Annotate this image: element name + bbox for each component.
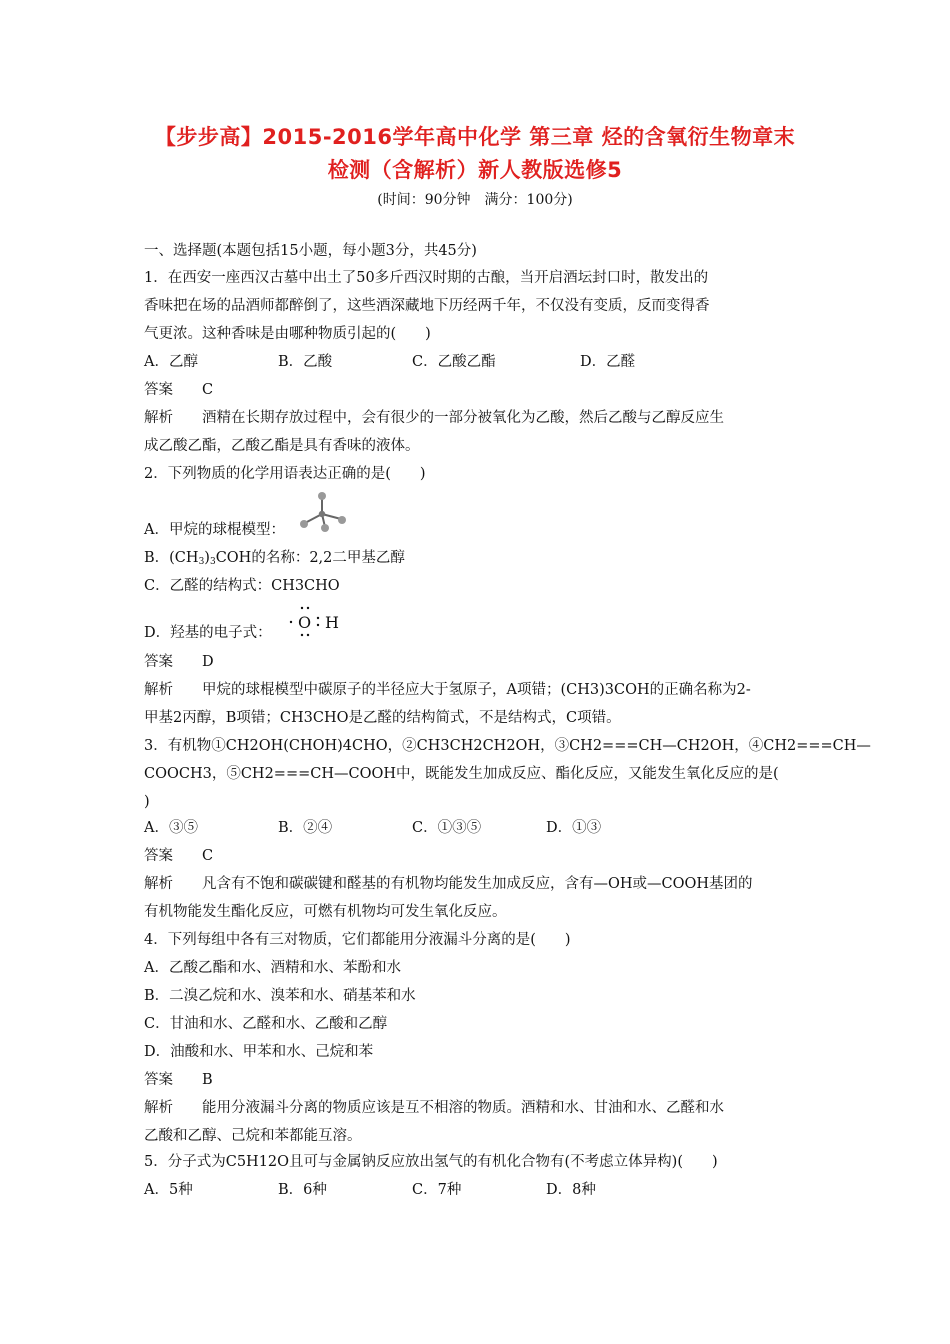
q1-option-b: B．乙酸 [278, 354, 333, 370]
q4-option-c: C．甘油和水、乙醛和水、乙酸和乙醇 [144, 1016, 388, 1032]
q5-option-a: A．5种 [144, 1182, 193, 1198]
q3-answer: 答案 C [144, 848, 214, 864]
q3-analysis-line1: 解析 凡含有不饱和碳碳键和醛基的有机物均能发生加成反应，含有—OH或—COOH基团的 [144, 876, 753, 892]
q4-option-d: D．油酸和水、甲苯和水、己烷和苯 [144, 1044, 374, 1060]
q1-stem-line2: 香味把在场的品酒师都醉倒了，这些酒深藏地下历经两千年，不仅没有变质，反而变得香 [144, 298, 710, 314]
q3-stem-line1: 3．有机物①CH2OH(CHOH)4CHO，②CH3CH2CH2OH，③CH2===CH—CH2OH，④CH2===CH— [144, 738, 871, 754]
q4-option-b: B．二溴乙烷和水、溴苯和水、硝基苯和水 [144, 988, 416, 1004]
q2-stem: 2．下列物质的化学用语表达正确的是( ) [144, 466, 426, 482]
q2-option-b: B．$(CH_3)_3COH$的名称：2,2二甲基乙醇 [144, 550, 405, 567]
q3-stem-line3: ) [144, 794, 150, 810]
q3-stem-line2: COOCH3，⑤CH2===CH—COOH中，既能发生加成反应、酯化反应，又能发生氧化反应的是( [144, 766, 779, 782]
q4-answer: 答案 B [144, 1072, 213, 1088]
q4-analysis-line2: 乙酸和乙醇、己烷和苯都能互溶。 [144, 1128, 362, 1144]
q4-analysis-line1: 解析 能用分液漏斗分离的物质应该是互不相溶的物质。酒精和水、甘油和水、乙醛和水 [144, 1100, 724, 1116]
section-heading: 一、选择题(本题包括15小题，每小题3分，共45分) [144, 243, 477, 259]
q3-option-a: A．③⑤ [144, 820, 198, 836]
q5-option-b: B．6种 [278, 1182, 327, 1198]
document-title-line1: 【步步高】2015-2016学年高中化学 第三章 烃的含氧衍生物章末 [154, 125, 796, 149]
q4-option-a: A．乙酸乙酯和水、酒精和水、苯酚和水 [144, 960, 401, 976]
q3-option-c: C．①③⑤ [412, 820, 482, 836]
q2-analysis-line2: 甲基2丙醇，B项错；CH3CHO是乙醛的结构简式，不是结构式，C项错。 [144, 710, 621, 726]
q1-analysis-line2: 成乙酸乙酯，乙酸乙酯是具有香味的液体。 [144, 438, 420, 454]
q1-answer: 答案 C [144, 382, 214, 398]
q2-answer: 答案 D [144, 654, 214, 670]
q2-analysis-line1: 解析 甲烷的球棍模型中碳原子的半径应大于氢原子，A项错；(CH3)3COH的正确名称为2- [144, 682, 751, 698]
document-title-line2: 检测（含解析）新人教版选修5 [327, 158, 623, 182]
q5-option-d: D．8种 [546, 1182, 596, 1198]
hydrogen-symbol: H [325, 613, 339, 632]
q3-option-b: B．②④ [278, 820, 333, 836]
q1-stem-line1: 1．在西安一座西汉古墓中出土了50多斤西汉时期的古酿，当开启酒坛封口时，散发出的 [144, 270, 709, 286]
exam-info: (时间：90分钟 满分：100分) [377, 192, 573, 208]
q2-option-d: D．羟基的电子式： [144, 625, 272, 641]
q4-stem: 4．下列每组中各有三对物质，它们都能用分液漏斗分离的是( ) [144, 932, 571, 948]
q5-stem: 5．分子式为C5H12O且可与金属钠反应放出氢气的有机化合物有(不考虑立体异构)( ) [144, 1154, 718, 1170]
q1-option-a: A．乙醇 [144, 354, 198, 370]
hydroxyl-electron-formula-icon [284, 604, 344, 638]
q3-analysis-line2: 有机物能发生酯化反应，可燃有机物均可发生氧化反应。 [144, 904, 507, 920]
q1-option-d: D．乙醛 [580, 354, 636, 370]
q5-option-c: C．7种 [412, 1182, 462, 1198]
q2-option-c: C．乙醛的结构式：CH3CHO [144, 578, 340, 594]
q1-option-c: C．乙酸乙酯 [412, 354, 496, 370]
q1-stem-line3: 气更浓。这种香味是由哪种物质引起的( ) [144, 326, 431, 342]
q2-option-a: A．甲烷的球棍模型： [144, 522, 285, 538]
q1-analysis-line1: 解析 酒精在长期存放过程中，会有很少的一部分被氧化为乙酸，然后乙酸与乙醇反应生 [144, 410, 724, 426]
methane-ball-stick-model-icon [296, 490, 352, 532]
q3-option-d: D．①③ [546, 820, 602, 836]
oxygen-symbol: O [298, 613, 312, 632]
